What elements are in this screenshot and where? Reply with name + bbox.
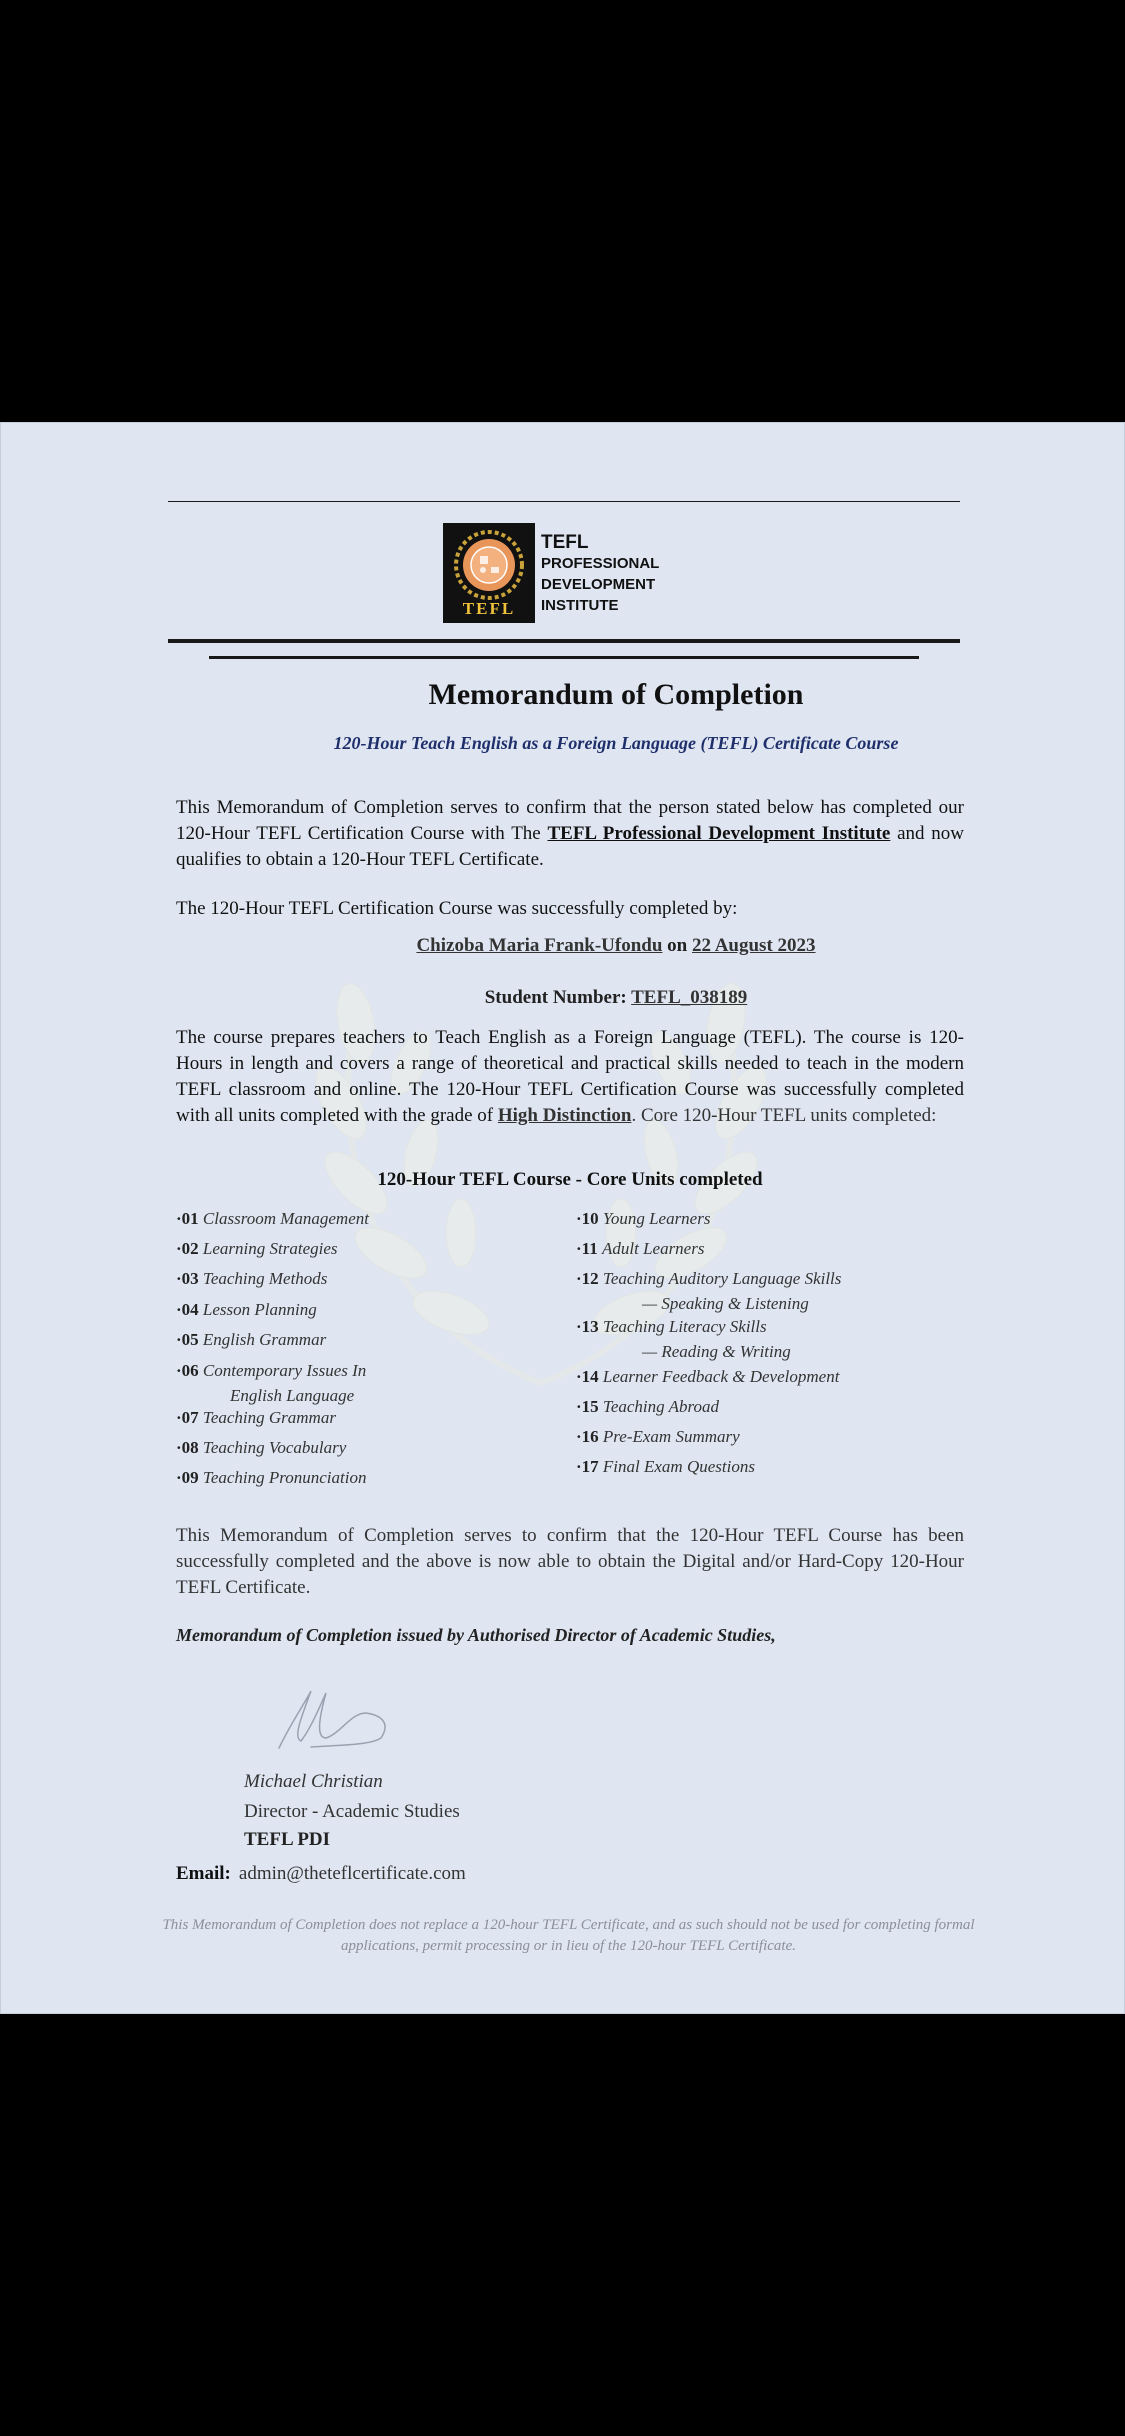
unit-number: ·14 <box>576 1367 599 1386</box>
disclaimer: This Memorandum of Completion does not replace a 120-hour TEFL Certificate, and as such should not be used for completing formal applications, permit processing or in lieu of the 120-hour TEFL Certificate. <box>162 1917 975 1954</box>
logo-line-4: INSTITUTE <box>541 597 619 614</box>
unit-number: ·02 <box>176 1239 199 1258</box>
unit-item <box>176 1300 317 1320</box>
completion-date: 22 August 2023 <box>692 935 816 956</box>
unit-number: ·04 <box>176 1300 199 1319</box>
unit-item <box>176 1408 336 1428</box>
issued-by-line: Memorandum of Completion issued by Authorised Director of Academic Studies, <box>176 1625 776 1645</box>
unit-number: ·07 <box>176 1408 199 1427</box>
institute-name-link: TEFL Professional Development Institute <box>547 823 891 844</box>
unit-name: Teaching Grammar <box>202 1408 336 1427</box>
logo-line-1: TEFL <box>541 532 589 553</box>
student-number-line <box>1 987 1125 1009</box>
unit-number: ·16 <box>576 1427 599 1446</box>
unit-number: ·13 <box>576 1317 599 1336</box>
email-address[interactable]: admin@theteflcertificate.com <box>238 1863 466 1884</box>
completed-by-text: The 120-Hour TEFL Certification Course was successfully completed by: <box>176 898 738 919</box>
signatory-role: Director - Academic Studies <box>244 1801 460 1822</box>
signatory-name: Michael Christian <box>244 1771 383 1792</box>
unit-item <box>576 1317 791 1361</box>
unit-name: English Grammar <box>202 1330 327 1349</box>
top-thin-rule <box>168 501 960 502</box>
memorandum-page <box>0 422 1125 2014</box>
header-thick-rule <box>168 639 960 643</box>
unit-item <box>576 1427 740 1447</box>
page-title: Memorandum of Completion <box>428 678 804 711</box>
unit-name: Learning Strategies <box>202 1239 338 1258</box>
unit-item <box>176 1361 367 1405</box>
unit-name: Final Exam Questions <box>602 1457 755 1476</box>
unit-number: ·03 <box>176 1269 199 1288</box>
unit-item <box>576 1397 719 1417</box>
logo-badge-text: TEFL <box>462 599 516 618</box>
course-text-before: The course prepares teachers to Teach English as a Foreign Language (TEFL). The course is 120-Hours in length and covers a range of theoretical and practical skills needed to teach in the modern TEFL classroom and online. The 120-Hour TEFL Certification Course was successfully completed with all units completed with the grade of <box>176 1027 964 1126</box>
unit-item <box>176 1209 369 1229</box>
unit-item <box>176 1438 346 1458</box>
email-label: Email: <box>176 1863 231 1884</box>
unit-number: ·05 <box>176 1330 199 1349</box>
unit-name: Contemporary Issues In <box>202 1361 367 1380</box>
student-on: on <box>662 935 692 956</box>
unit-name: Young Learners <box>602 1209 711 1228</box>
logo-line-3: DEVELOPMENT <box>541 576 656 593</box>
header-second-rule <box>209 656 919 659</box>
course-paragraph <box>176 1025 964 1129</box>
intro-text-after: and now qualifies to obtain a 120-Hour TEFL Certificate. <box>176 823 964 870</box>
units-title: 120-Hour TEFL Course - Core Units completed <box>377 1169 763 1190</box>
email-line <box>176 1863 466 1885</box>
unit-name: Classroom Management <box>202 1209 369 1228</box>
unit-item <box>176 1330 326 1350</box>
unit-item <box>576 1367 839 1387</box>
institute-logo <box>443 523 535 623</box>
signatory-org: TEFL PDI <box>244 1829 331 1850</box>
unit-number: ·08 <box>176 1438 199 1457</box>
unit-name: Teaching Literacy Skills <box>602 1317 767 1336</box>
unit-number: ·11 <box>576 1239 598 1258</box>
unit-item <box>176 1468 366 1488</box>
unit-item <box>576 1269 842 1313</box>
logo-line-2: PROFESSIONAL <box>541 555 660 572</box>
unit-item <box>176 1239 338 1259</box>
student-name: Chizoba Maria Frank-Ufondu <box>416 935 663 956</box>
unit-name: Teaching Abroad <box>602 1397 719 1416</box>
unit-subtitle: — Reading & Writing <box>642 1342 791 1361</box>
unit-item <box>576 1209 710 1229</box>
course-text-after: . Core 120-Hour TEFL units completed: <box>631 1105 937 1126</box>
unit-name: Teaching Vocabulary <box>202 1438 347 1457</box>
unit-name: Teaching Auditory Language Skills <box>602 1269 842 1288</box>
logo-wordmark <box>541 532 659 616</box>
unit-subtitle: English Language <box>230 1386 355 1405</box>
unit-number: ·09 <box>176 1468 199 1487</box>
intro-text-before: This Memorandum of Completion serves to confirm that the person stated below has completed our 120-Hour TEFL Certification Course with The <box>176 797 964 844</box>
unit-name: Learner Feedback & Development <box>602 1367 840 1386</box>
unit-name: Pre-Exam Summary <box>602 1427 740 1446</box>
grade: High Distinction <box>497 1105 632 1126</box>
unit-number: ·01 <box>176 1209 199 1228</box>
unit-item <box>176 1269 327 1289</box>
unit-item <box>576 1457 755 1477</box>
unit-number: ·12 <box>576 1269 599 1288</box>
unit-name: Teaching Pronunciation <box>202 1468 367 1487</box>
unit-name: Lesson Planning <box>202 1300 317 1319</box>
signature-icon <box>271 1683 401 1753</box>
unit-number: ·17 <box>576 1457 599 1476</box>
student-number-label: Student Number: <box>484 987 632 1008</box>
unit-number: ·15 <box>576 1397 599 1416</box>
unit-subtitle: — Speaking & Listening <box>642 1294 809 1313</box>
student-number: TEFL_038189 <box>631 987 748 1008</box>
unit-name: Adult Learners <box>601 1239 705 1258</box>
unit-number: ·06 <box>176 1361 199 1380</box>
unit-item <box>576 1239 704 1259</box>
unit-number: ·10 <box>576 1209 599 1228</box>
closing-paragraph: This Memorandum of Completion serves to confirm that the 120-Hour TEFL Course has been successfully completed and the above is now able to obtain the Digital and/or Hard-Copy 120-Hour TEFL Certificate. <box>176 1525 964 1598</box>
intro-paragraph <box>176 795 964 873</box>
unit-name: Teaching Methods <box>202 1269 328 1288</box>
student-line <box>1 935 1125 957</box>
page-subtitle: 120-Hour Teach English as a Foreign Language (TEFL) Certificate Course <box>333 733 899 753</box>
